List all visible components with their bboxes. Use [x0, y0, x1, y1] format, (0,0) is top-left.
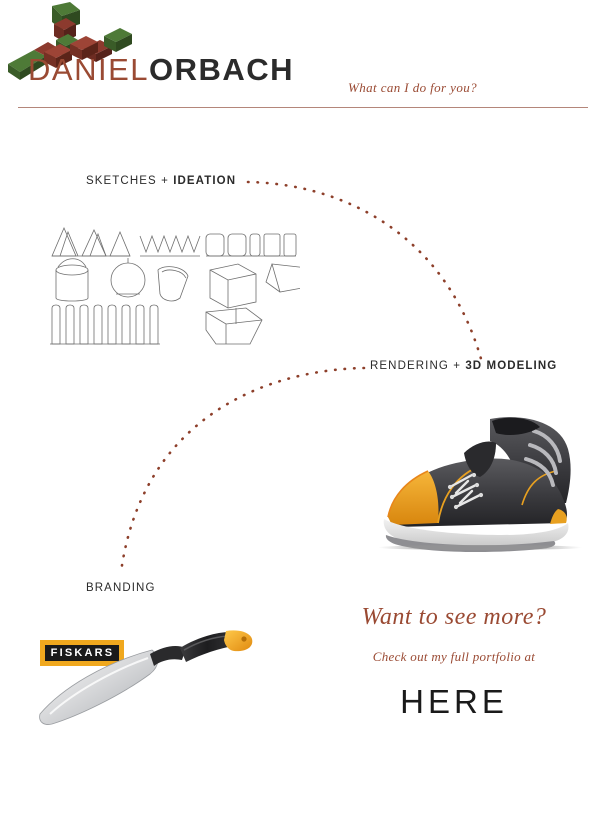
dotted-arc-bottom [121, 368, 364, 572]
dotted-connector-rendering-to-branding [112, 360, 372, 580]
section-label-sketches [86, 175, 236, 187]
section-label-sketches-light: SKETCHES + [86, 175, 174, 187]
section-label-sketches-bold: IDEATION [173, 175, 237, 187]
sketches-artwork [40, 212, 300, 352]
section-label-rendering-light: RENDERING + [370, 360, 466, 372]
cta-block [320, 604, 588, 721]
page-title [28, 52, 294, 88]
page-header [0, 0, 606, 108]
section-label-rendering-bold: 3D MODELING [465, 360, 558, 372]
branding-trowel-artwork [34, 630, 264, 740]
cta-portfolio-link[interactable]: HERE [400, 683, 508, 720]
section-label-branding [86, 582, 156, 594]
shoe-illustration [372, 405, 588, 555]
section-label-rendering [370, 360, 557, 372]
fiskars-logo-text: FISKARS [45, 645, 120, 661]
sketches-illustration [40, 212, 300, 352]
trowel-illustration [34, 630, 264, 740]
name-last: ORBACH [148, 52, 295, 87]
section-label-branding-light: BRANDING [86, 582, 156, 594]
name-first: DANIEL [28, 52, 149, 87]
shoe-render-artwork [372, 405, 588, 555]
header-tagline: What can I do for you? [348, 80, 478, 95]
shoe-shadow [378, 545, 582, 550]
header-divider [18, 107, 588, 108]
cta-headline: Want to see more? [361, 604, 547, 630]
cta-subline: Check out my full portfolio at [372, 649, 536, 664]
